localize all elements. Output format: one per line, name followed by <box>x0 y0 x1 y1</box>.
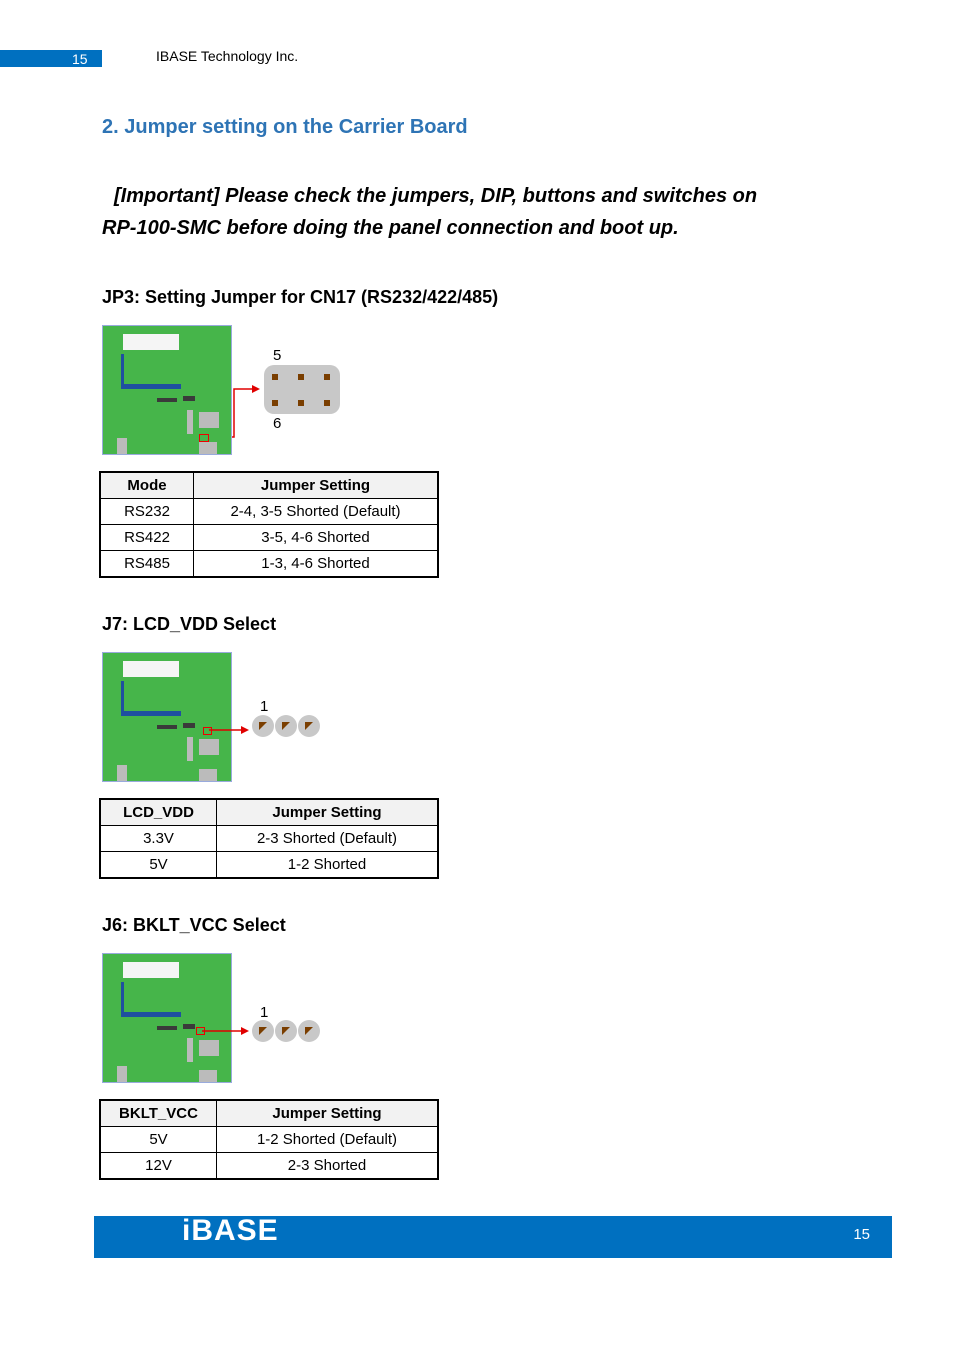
jp3-pin-5-label: 5 <box>273 347 282 364</box>
jp3-table <box>99 471 439 578</box>
column-header: LCD_VDD <box>100 799 217 826</box>
table-row <box>100 852 438 879</box>
important-line-2: RP-100-SMC before doing the panel connection and boot up. <box>102 217 679 239</box>
j7-heading: J7: LCD_VDD Select <box>102 614 277 634</box>
jp3-heading: JP3: Setting Jumper for CN17 (RS232/422/485) <box>102 287 499 307</box>
column-header: Jumper Setting <box>194 472 439 499</box>
table-cell: 3-5, 4-6 Shorted <box>194 525 439 551</box>
table-row <box>100 1153 438 1180</box>
table-cell: RS422 <box>100 525 194 551</box>
table-cell: 2-3 Shorted <box>217 1153 439 1180</box>
table-cell: RS232 <box>100 499 194 525</box>
table-row <box>100 551 438 578</box>
j7-pin-1-label: 1 <box>260 698 269 715</box>
table-cell: 3.3V <box>100 826 217 852</box>
column-header: BKLT_VCC <box>100 1100 217 1127</box>
table-cell: 5V <box>100 852 217 879</box>
table-row <box>100 1127 438 1153</box>
table-cell: 1-2 Shorted (Default) <box>217 1127 439 1153</box>
table-header-row <box>100 472 438 499</box>
column-header: Jumper Setting <box>217 799 439 826</box>
company-name: IBASE Technology Inc. <box>156 48 299 64</box>
j6-heading: J6: BKLT_VCC Select <box>102 915 286 935</box>
table-header-row <box>100 799 438 826</box>
table-row <box>100 826 438 852</box>
table-cell: RS485 <box>100 551 194 578</box>
table-cell: 5V <box>100 1127 217 1153</box>
page-number-tab <box>0 50 102 67</box>
j6-pin-1-label: 1 <box>260 1004 269 1021</box>
jp3-pin-6-label: 6 <box>273 415 282 432</box>
ibase-logo: iBASE <box>182 1214 279 1247</box>
table-header-row <box>100 1100 438 1127</box>
footer-bar <box>94 1216 892 1258</box>
column-header: Mode <box>100 472 194 499</box>
table-row <box>100 525 438 551</box>
important-line-1: [Important] Please check the jumpers, DIP, buttons and switches on <box>114 185 758 207</box>
table-cell: 2-4, 3-5 Shorted (Default) <box>194 499 439 525</box>
header-page-number: 15 <box>72 51 88 67</box>
table-cell: 12V <box>100 1153 217 1180</box>
important-note <box>102 180 802 244</box>
section-title: 2. Jumper setting on the Carrier Board <box>102 116 468 138</box>
j6-pin-diagram <box>198 1017 324 1047</box>
j7-table <box>99 798 439 879</box>
table-cell: 2-3 Shorted (Default) <box>217 826 439 852</box>
table-row <box>100 499 438 525</box>
table-cell: 1-2 Shorted <box>217 852 439 879</box>
j6-table <box>99 1099 439 1180</box>
table-cell: 1-3, 4-6 Shorted <box>194 551 439 578</box>
column-header: Jumper Setting <box>217 1100 439 1127</box>
footer-page-number: 15 <box>853 1226 870 1243</box>
j7-pin-diagram <box>205 712 325 742</box>
